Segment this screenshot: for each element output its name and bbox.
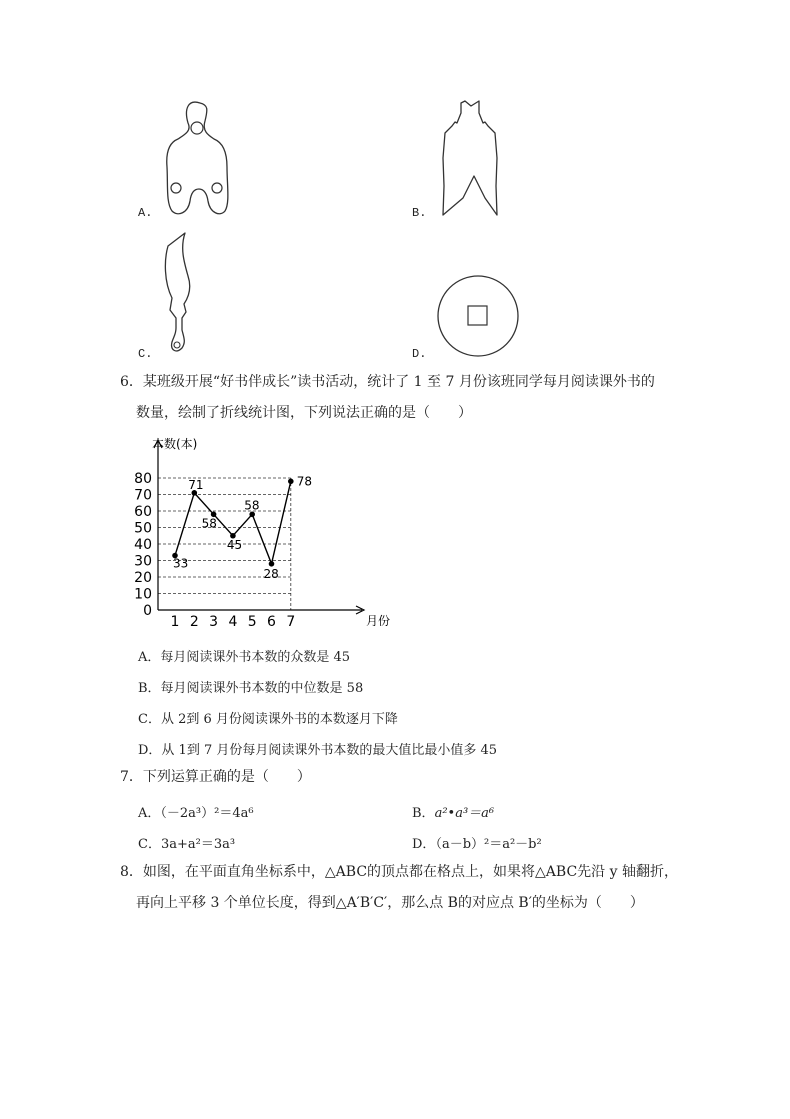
q7-option-c <box>138 833 235 852</box>
q5-option-d <box>436 274 520 358</box>
q5-option-a-label: A. <box>138 206 153 220</box>
q7-option-c-letter: C． <box>138 837 161 852</box>
knife-coin-icon <box>158 230 208 355</box>
spade-coin-icon <box>138 95 238 225</box>
data-label: 58 <box>201 516 217 531</box>
y-tick-label: 20 <box>134 570 152 586</box>
q5-option-c <box>158 230 208 355</box>
q8-stem-line1: 8．如图，在平面直角坐标系中，△ABC的顶点都在格点上，如果将△ABC先沿 y 轴翻折， <box>120 864 678 880</box>
q5-option-b-label: B. <box>412 206 427 220</box>
q7-option-c-text: 3a+a²＝3a³ <box>160 837 236 852</box>
q5-option-a <box>138 95 238 225</box>
q7-stem: 7．下列运算正确的是（ ） <box>120 769 311 785</box>
q6-option-a: A．每月阅读课外书本数的众数是 45 <box>138 650 351 665</box>
data-label: 33 <box>173 556 189 571</box>
q5-option-d-label: D. <box>412 347 427 361</box>
y-tick-label: 60 <box>134 504 152 520</box>
pointed-spade-coin-icon <box>435 98 515 218</box>
q6-stem-line2: 数量，绘制了折线统计图，下列说法正确的是（ ） <box>136 405 472 421</box>
q7-option-d-letter: D． <box>412 837 436 852</box>
data-point <box>249 512 255 518</box>
data-label: 45 <box>226 537 243 552</box>
data-point <box>269 561 275 567</box>
y-tick-label: 30 <box>134 553 152 570</box>
x-tick-label: 6 <box>267 614 276 630</box>
q7-option-b-text: a²•a³＝a⁶ <box>434 806 495 821</box>
line-chart-svg <box>130 432 410 632</box>
x-tick-label: 4 <box>228 614 238 630</box>
y-tick-label: 80 <box>134 471 152 487</box>
y-tick-label: 40 <box>134 537 152 553</box>
x-tick-label: 7 <box>286 614 296 630</box>
q7-option-d-text: （a－b）²＝a²－b² <box>435 837 542 852</box>
x-tick-label: 2 <box>189 614 199 630</box>
y-tick-label: 50 <box>134 520 152 537</box>
q5-option-c-label: C. <box>138 347 153 361</box>
q7-option-a-letter: A． <box>138 806 161 821</box>
y-axis-label: 本数(本) <box>152 437 198 451</box>
x-tick-label: 5 <box>247 614 257 630</box>
round-square-hole-coin-icon <box>436 274 520 358</box>
y-tick-label: 10 <box>134 586 152 603</box>
q6-stem-line1: 6．某班级开展“好书伴成长”读书活动，统计了 1 至 7 月份该班同学每月阅读课外书的 <box>120 374 655 390</box>
q5-option-b <box>435 98 515 218</box>
q7-option-d <box>412 833 542 852</box>
data-label: 58 <box>244 498 260 513</box>
q6-option-b: B．每月阅读课外书本数的中位数是 58 <box>138 681 364 696</box>
x-tick-label: 3 <box>209 614 219 630</box>
q7-option-b <box>412 802 494 821</box>
q7-option-a-text: （－2a³）²＝4a⁶ <box>160 806 254 821</box>
q6-option-c: C．从 2到 6 月份阅读课外书的本数逐月下降 <box>138 712 398 727</box>
data-label: 28 <box>263 566 279 581</box>
x-tick-label: 1 <box>170 614 180 630</box>
q8-stem-line2: 再向上平移 3 个单位长度，得到△A′B′C′，那么点 B的对应点 B′的坐标为（ ） <box>136 895 644 911</box>
x-axis-label: 月份 <box>366 614 391 628</box>
q7-option-b-letter: B． <box>412 806 435 821</box>
q7-option-a <box>138 802 254 821</box>
data-point <box>288 479 294 485</box>
data-label: 71 <box>188 477 204 492</box>
y-tick-label: 70 <box>134 487 152 504</box>
data-label: 78 <box>296 474 313 489</box>
line-chart <box>130 432 410 632</box>
y-tick-label: 0 <box>143 603 152 619</box>
q6-option-d: D．从 1到 7 月份每月阅读课外书本数的最大值比最小值多 45 <box>138 743 498 758</box>
